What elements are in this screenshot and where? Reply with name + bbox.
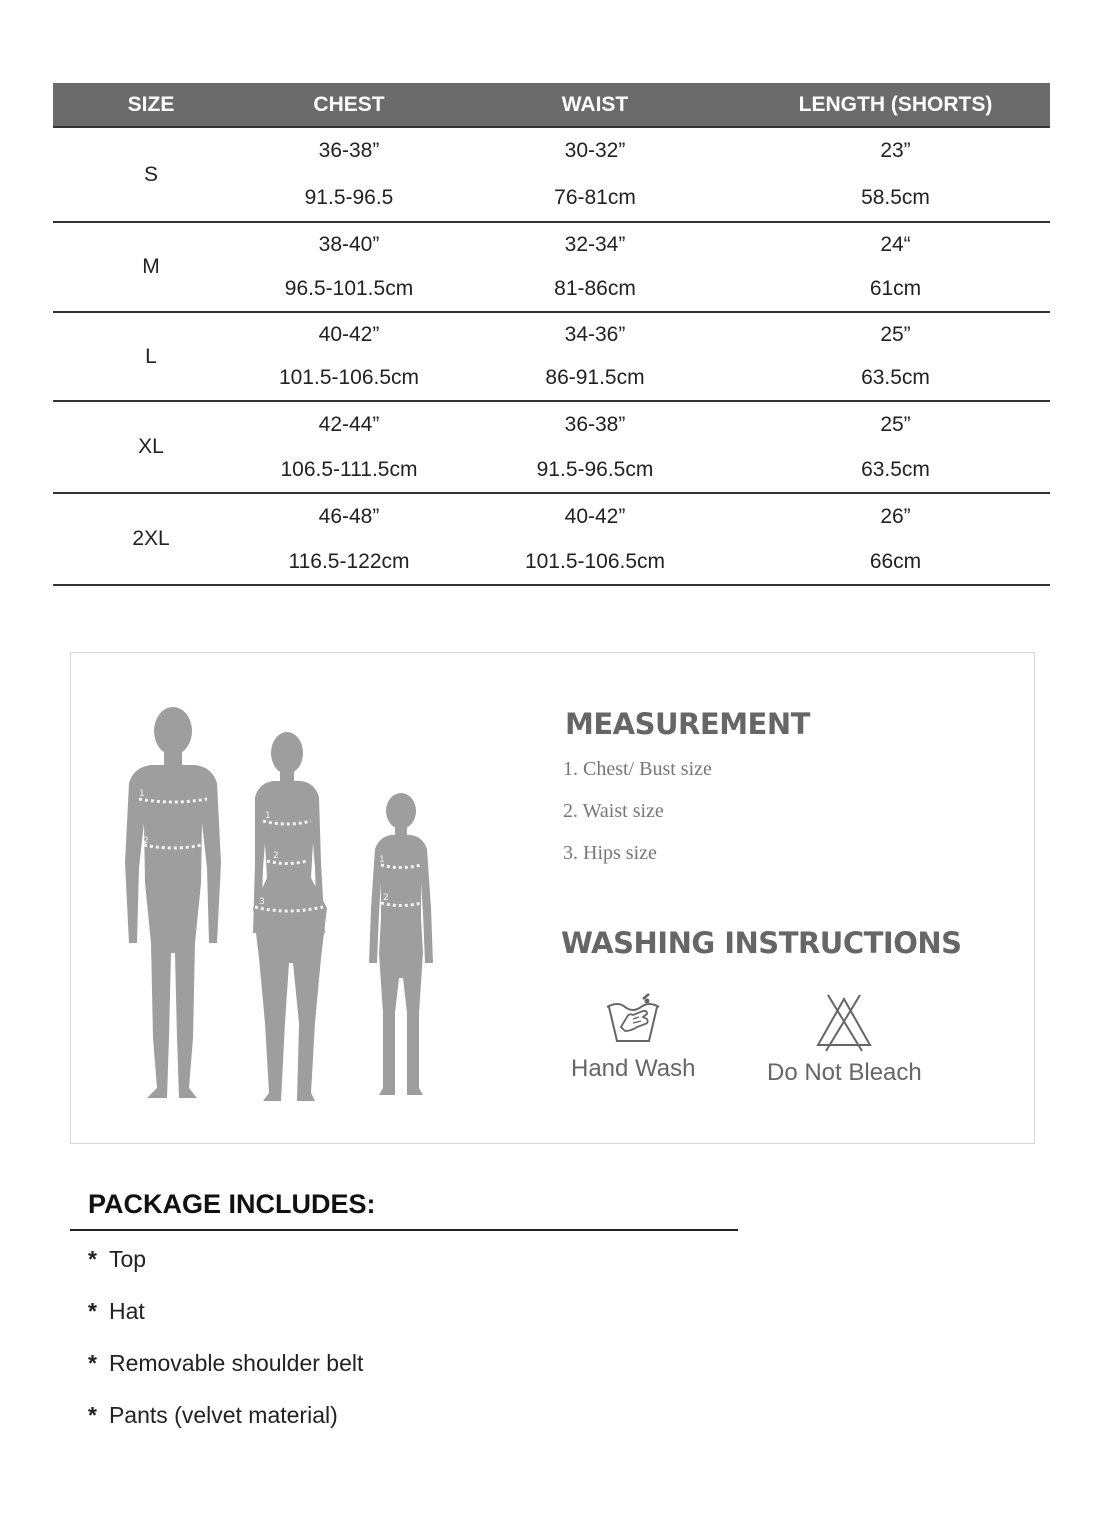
table-row xyxy=(53,494,1050,586)
list-item xyxy=(88,1400,363,1452)
waist-inches: 32-34” xyxy=(564,233,626,256)
table-row xyxy=(53,223,1050,313)
chest-cm: 106.5-111.5cm xyxy=(280,457,418,481)
size-label: L xyxy=(145,344,157,368)
waist-mark-woman: 2 xyxy=(273,851,279,861)
size-cell xyxy=(53,494,249,584)
child-silhouette xyxy=(369,793,433,1095)
table-row xyxy=(53,128,1050,223)
waist-mark-child: 2 xyxy=(383,893,389,903)
length-cm: 63.5cm xyxy=(861,366,930,390)
package-item-label: Removable shoulder belt xyxy=(108,1350,364,1376)
waist-cm: 76-81cm xyxy=(554,185,636,209)
waist-inches: 36-38” xyxy=(564,412,626,436)
length-cm: 63.5cm xyxy=(861,457,930,481)
size-label: 2XL xyxy=(132,527,170,550)
waist-mark-man: 2 xyxy=(143,836,149,846)
man-silhouette xyxy=(125,707,221,1098)
measurement-info-panel xyxy=(70,652,1035,1144)
length-cell xyxy=(741,494,1050,584)
header-waist: WAIST xyxy=(561,92,629,116)
size-label: M xyxy=(142,255,160,278)
chest-cell xyxy=(249,402,449,492)
header-length: LENGTH (SHORTS) xyxy=(798,92,993,116)
length-cell xyxy=(741,223,1050,311)
size-cell xyxy=(53,128,249,221)
chest-cell xyxy=(249,313,449,400)
chest-cell xyxy=(249,223,449,311)
length-inches: 26” xyxy=(880,504,911,528)
chest-inches: 36-38” xyxy=(318,139,380,163)
do-not-bleach-item xyxy=(767,993,922,1087)
hand-wash-item xyxy=(571,993,696,1083)
waist-cell xyxy=(449,223,741,311)
hand-wash-label: Hand Wash xyxy=(571,1055,696,1082)
package-includes-title: PACKAGE INCLUDES: xyxy=(88,1189,376,1219)
waist-inches: 34-36” xyxy=(564,322,626,346)
size-label: XL xyxy=(138,435,164,458)
chest-inches: 38-40” xyxy=(318,233,380,256)
size-label: S xyxy=(143,162,158,186)
bullet: * xyxy=(88,1246,97,1272)
length-cm: 61cm xyxy=(869,277,922,300)
bullet: * xyxy=(88,1402,97,1428)
hips-mark-woman: 3 xyxy=(259,897,265,907)
list-item: 1. Chest/ Bust size xyxy=(563,758,712,780)
list-item: 2. Waist size xyxy=(563,800,664,822)
length-cm: 58.5cm xyxy=(861,185,930,209)
package-items-list xyxy=(88,1244,363,1452)
waist-inches: 30-32” xyxy=(564,139,626,163)
chest-cm: 96.5-101.5cm xyxy=(284,277,414,300)
woman-silhouette xyxy=(253,732,327,1101)
size-cell xyxy=(53,313,249,400)
length-cell xyxy=(741,402,1050,492)
package-item-label: Hat xyxy=(108,1298,145,1324)
measurement-title: MEASUREMENT xyxy=(565,707,810,741)
waist-cell xyxy=(449,402,741,492)
bullet: * xyxy=(88,1298,97,1324)
chest-inches: 46-48” xyxy=(318,504,380,528)
waist-cell xyxy=(449,494,741,584)
bullet: * xyxy=(88,1350,97,1376)
do-not-bleach-label: Do Not Bleach xyxy=(767,1059,922,1086)
table-row xyxy=(53,313,1050,402)
chest-cm: 101.5-106.5cm xyxy=(278,366,420,390)
length-inches: 24“ xyxy=(880,233,911,256)
chest-inches: 40-42” xyxy=(318,322,380,346)
package-item-label: Top xyxy=(108,1246,147,1272)
waist-cm: 91.5-96.5cm xyxy=(536,457,654,481)
chest-mark-child: 1 xyxy=(379,855,385,865)
chest-cell xyxy=(249,494,449,584)
waist-cell xyxy=(449,313,741,400)
waist-cm: 81-86cm xyxy=(554,277,636,300)
length-inches: 23” xyxy=(880,139,911,163)
washing-instructions-title: WASHING INSTRUCTIONS xyxy=(561,926,962,960)
measurement-list xyxy=(563,757,712,883)
size-chart-table xyxy=(53,83,1050,586)
length-inches: 25” xyxy=(880,412,911,436)
waist-cm: 101.5-106.5cm xyxy=(524,549,666,573)
length-inches: 25” xyxy=(880,322,911,346)
chest-cm: 116.5-122cm xyxy=(288,549,410,573)
waist-cell xyxy=(449,128,741,221)
size-cell xyxy=(53,223,249,311)
list-item xyxy=(88,1296,363,1348)
header-size: SIZE xyxy=(127,92,175,116)
waist-inches: 40-42” xyxy=(564,504,626,528)
chest-mark-man: 1 xyxy=(139,789,145,799)
waist-cm: 86-91.5cm xyxy=(545,366,645,390)
list-item xyxy=(88,1244,363,1296)
table-row xyxy=(53,402,1050,494)
list-item xyxy=(88,1348,363,1400)
table-header xyxy=(53,83,1050,128)
chest-cell xyxy=(249,128,449,221)
body-silhouettes-illustration xyxy=(89,693,463,1107)
package-item-label: Pants (velvet material) xyxy=(108,1402,338,1428)
length-cell xyxy=(741,313,1050,400)
length-cell xyxy=(741,128,1050,221)
hand-wash-icon xyxy=(603,993,663,1049)
chest-cm: 91.5-96.5 xyxy=(304,185,394,209)
bust-mark-woman: 1 xyxy=(265,811,271,821)
list-item: 3. Hips size xyxy=(563,842,657,864)
divider xyxy=(70,1229,738,1231)
do-not-bleach-icon xyxy=(814,993,874,1053)
length-cm: 66cm xyxy=(869,549,922,573)
size-cell xyxy=(53,402,249,492)
chest-inches: 42-44” xyxy=(318,412,380,436)
header-chest: CHEST xyxy=(313,92,385,116)
